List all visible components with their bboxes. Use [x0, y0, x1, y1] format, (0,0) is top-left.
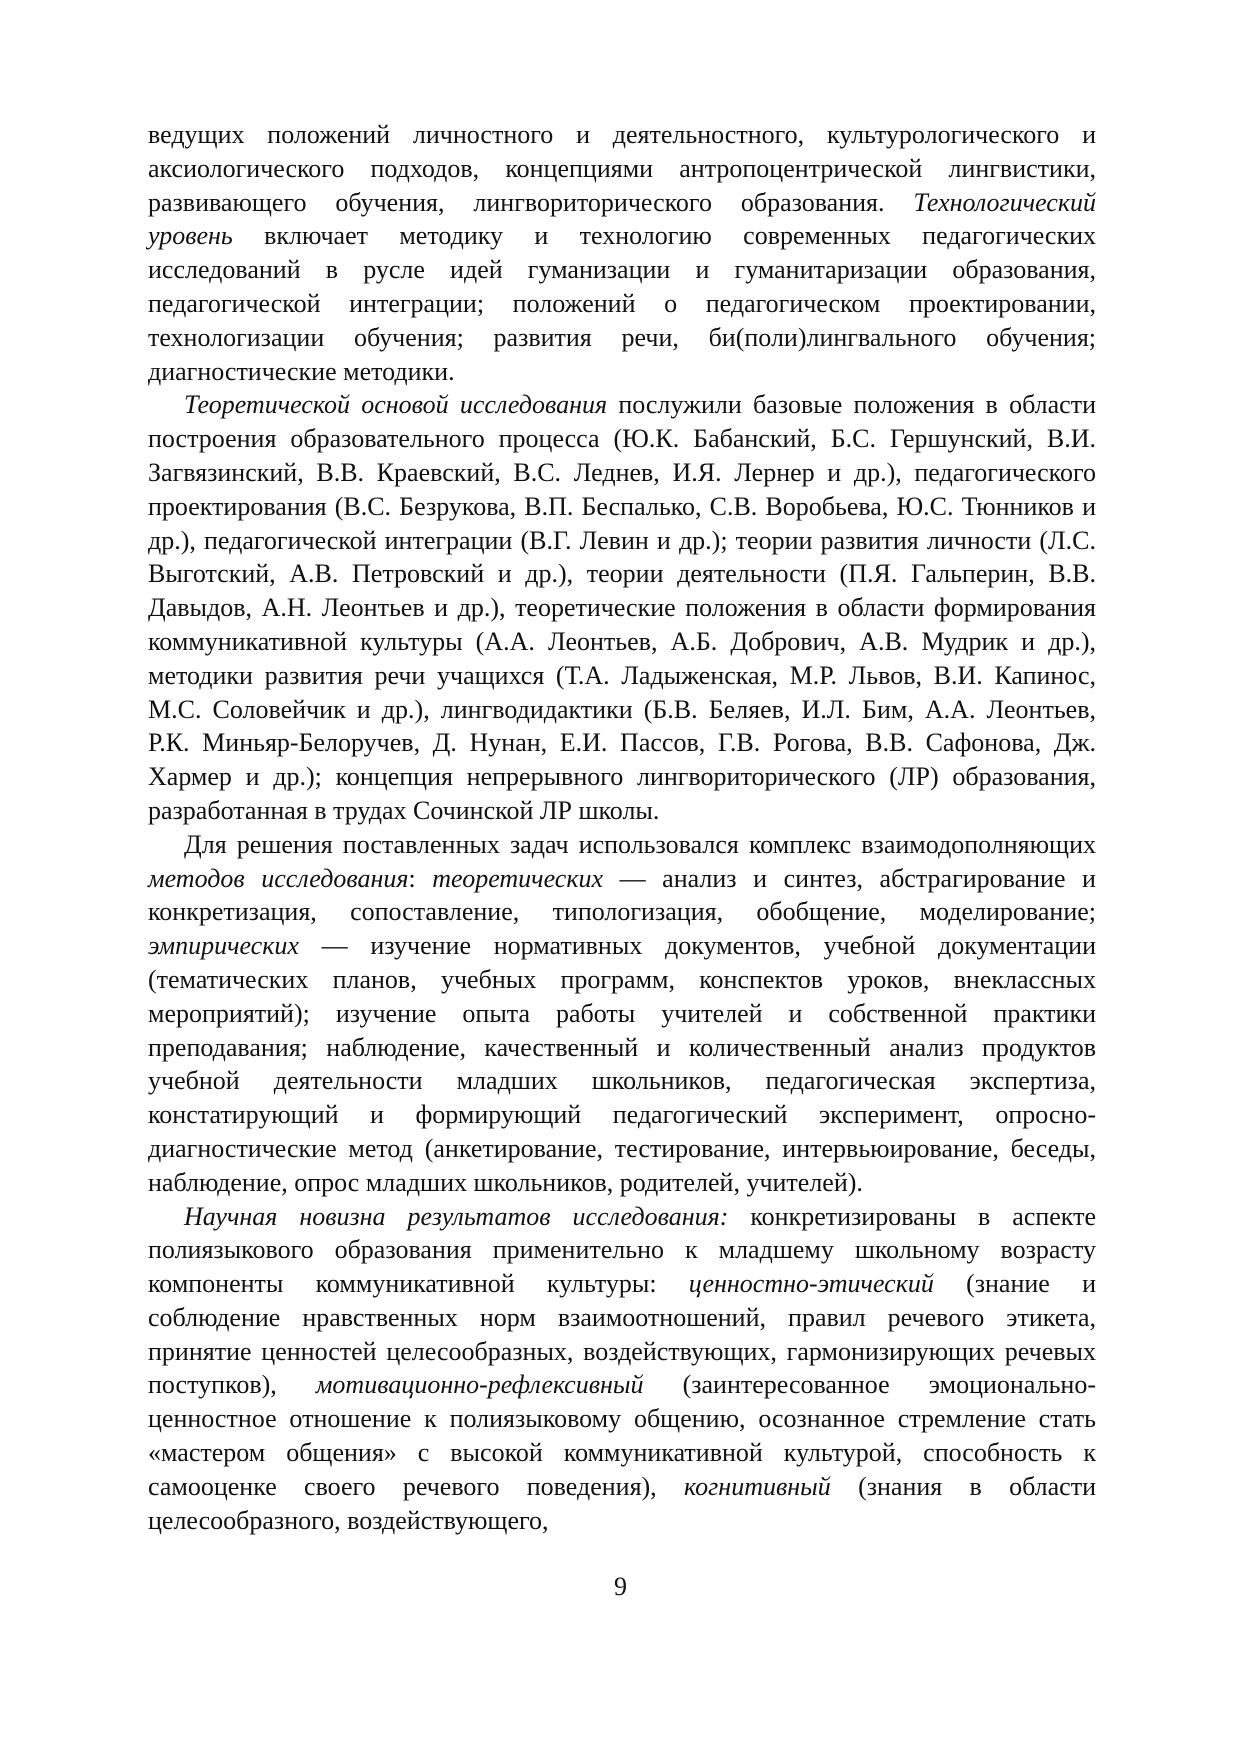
paragraph-2-text-1: послужили базовые положения в области построения образовательного процесса (Ю.К. Бабанский, Б.С. Гершунский, В.И. Загвязинский, В.В. Краевский, В.С. Леднев, И.Я. Лернер и др.), педагогического проектирования (В.С. Безрукова, В.П. Беспалько, С.В. Воробьева, Ю.С. Тюнников и др.), педагогической интеграции (В.Г. Левин и др.); теории развития личности (Л.С. Выготский, А.В. Петровский и др.), теории деятельности (П.Я. Гальперин, В.В. Давыдов, А.Н. Леонтьев и др.), теоретические положения в области формирования коммуникативной культуры (А.А. Леонтьев, А.Б. Добрович, А.В. Мудрик и др.), методики развития речи учащихся (Т.А. Ладыженская, М.Р. Львов, В.И. Капинос, М.С. Соловейчик и др.), лингводидактики (Б.В. Беляев, И.Л. Бим, А.А. Леонтьев, Р.К. Миньяр-Белоручев, Д. Нунан, Е.И. Пассов, Г.В. Рогова, В.В. Сафонова, Дж. Хармер и др.); концепция непрерывного лингвориторического (ЛР) образования, разработанная в трудах Сочинской ЛР школы. [148, 390, 1096, 825]
paragraph-4-text-3: (заинтересованное эмоционально-ценностное отношение к полиязыковому общению, осознанное стремление стать «мастером общения» с высокой коммуникативной культурой, способность к самооценке своего речевого поведения), [148, 1370, 1097, 1501]
paragraph-3-italic-3: эмпирических [148, 931, 299, 961]
paragraph-3-text-1: Для решения поставленных задач использовался комплекс взаимодополняющих [184, 829, 1096, 859]
paragraph-3-text-4: — изучение нормативных документов, учебной документации (тематических планов, учебных программ, конспектов уроков, внеклассных мероприятий); изучение опыта работы учителей и собственной практики преподавания; наблюдение, качественный и количественный анализ продуктов учебной деятельности младших школьников, педагогическая экспертиза, констатирующий и формирующий педагогический эксперимент, опросно-диагностические метод (анкетирование, тестирование, интервьюирование, беседы, наблюдение, опрос младших школьников, родителей, учителей). [148, 931, 1096, 1197]
paragraph-3-italic-2: теоретических [432, 863, 604, 893]
paragraph-4 [148, 1200, 1096, 1538]
paragraph-3-text-3: — анализ и синтез, абстрагирование и конкретизация, сопоставление, типологизация, обобщение, моделирование; [148, 863, 1096, 927]
paragraph-2-italic-1: Теоретической основой исследования [184, 390, 608, 420]
paragraph-4-text-2: (знание и соблюдение нравственных норм взаимоотношений, правил речевого этикета, принятие ценностей целесообразных, воздействующих, гармонизирующих речевых поступков), [148, 1269, 1096, 1400]
paragraph-2 [148, 388, 1096, 827]
paragraph-4-italic-1: Научная новизна результатов исследования: [184, 1201, 729, 1231]
paragraph-4-italic-4: когнитивный [683, 1471, 831, 1501]
paragraph-3-text-2: : [408, 863, 433, 893]
paragraph-1-text-1: ведущих положений личностного и деятельностного, культурологического и аксиологического подходов, концепциями антропоцентрической лингвистики, развивающего обучения, лингвориторического образования. [148, 120, 1096, 217]
paragraph-1 [148, 118, 1096, 388]
paragraph-4-italic-2: ценностно-этический [688, 1269, 934, 1299]
paragraph-1-text-2: включает методику и технологию современных педагогических исследований в русле идей гуманизации и гуманитаризации образования, педагогической интеграции; положений о педагогическом проектировании, технологизации обучения; развития речи, би(поли)лингвального обучения; диагностические методики. [148, 221, 1096, 386]
page-number: 9 [614, 1572, 627, 1601]
paragraph-4-text-4: (знания в области целесообразного, воздействующего, [148, 1471, 1096, 1535]
paragraph-3-italic-1: методов исследования [148, 863, 409, 893]
paragraph-1-italic-1: Технологический уровень [148, 187, 1096, 251]
page-body [148, 118, 1096, 1537]
paragraph-4-text-1: конкретизированы в аспекте полиязыкового образования применительно к младшему школьному возрасту компоненты коммуникативной культуры: [148, 1201, 1096, 1299]
paragraph-4-italic-3: мотивационно-рефлексивный [315, 1370, 644, 1400]
paragraph-3 [148, 828, 1096, 1200]
